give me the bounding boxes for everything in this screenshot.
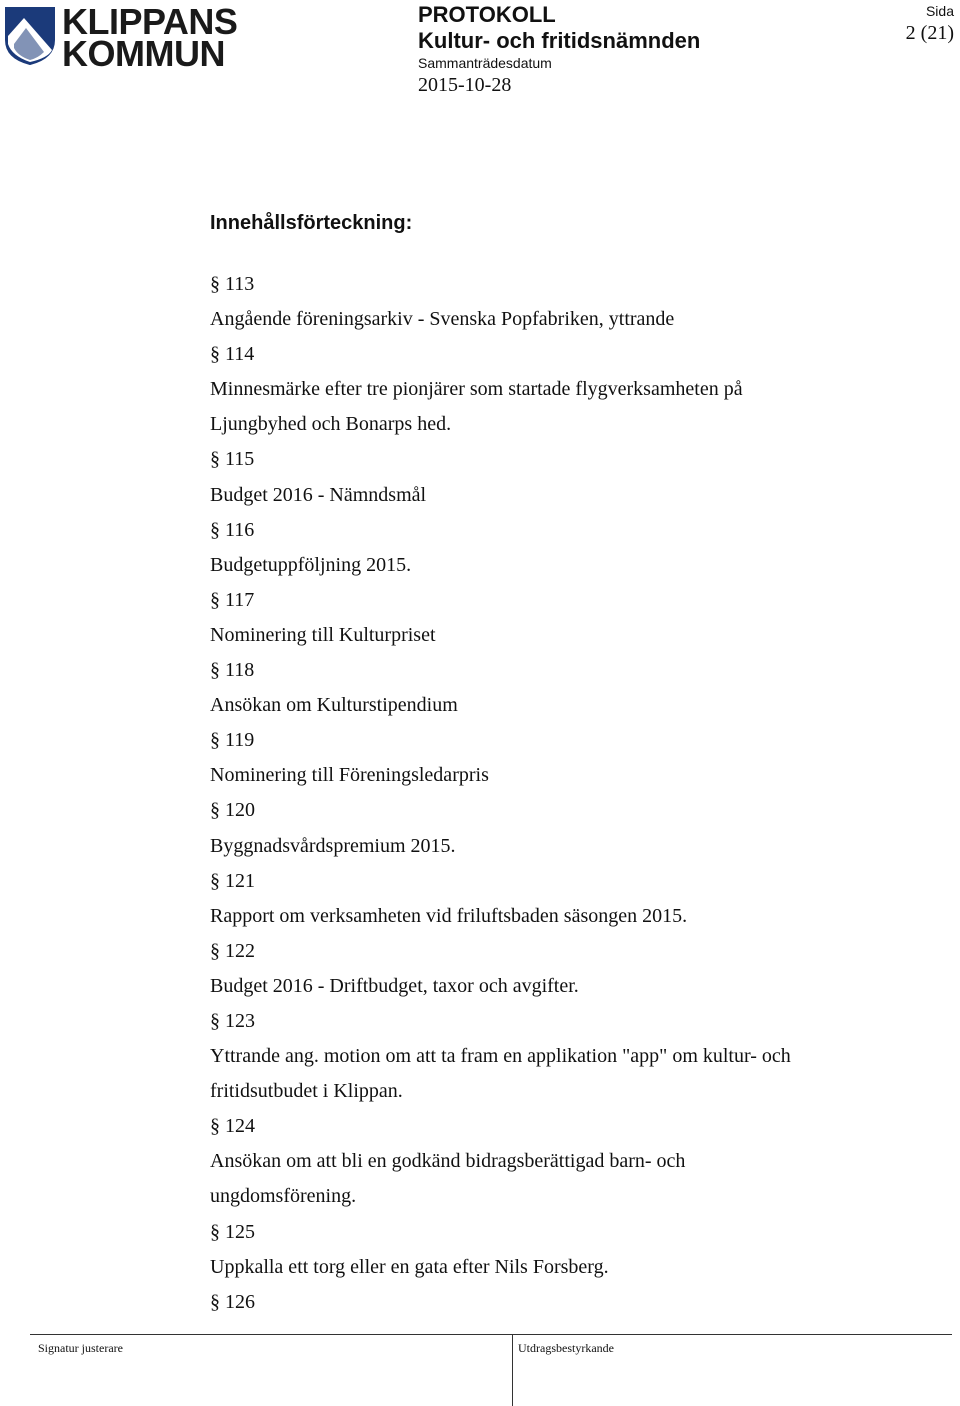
toc-section-number: § 124: [210, 1115, 255, 1138]
toc-section-title: Rapport om verksamheten vid friluftsbaden säsongen 2015.: [210, 904, 688, 927]
toc-section-title: Nominering till Föreningsledarpris: [210, 764, 489, 787]
signature-label: Signatur justerare: [38, 1341, 123, 1355]
toc-section-number: § 116: [210, 518, 255, 541]
toc-section-title: Ansökan om att bli en godkänd bidragsberättigad barn- och: [210, 1150, 686, 1173]
logo-text: [62, 1, 238, 74]
table-of-contents: [210, 267, 910, 1320]
toc-section-title: Byggnadsvårdspremium 2015.: [210, 834, 456, 857]
toc-section-number: § 117: [210, 588, 255, 611]
toc-section-number: § 123: [210, 1009, 255, 1032]
committee-name: Kultur- och fritidsnämnden: [418, 28, 701, 53]
toc-section-title: Budget 2016 - Nämndsmål: [210, 483, 427, 506]
toc-section-title: Angående föreningsarkiv - Svenska Popfabriken, yttrande: [210, 308, 675, 331]
coat-of-arms-icon: [4, 6, 56, 66]
page-number: 2 (21): [905, 22, 954, 44]
document-header: [418, 2, 700, 98]
extract-certification-label: Utdragsbestyrkande: [518, 1341, 614, 1355]
toc-section-number: § 119: [210, 729, 255, 752]
toc-section-title: Uppkalla ett torg eller en gata efter Nils Forsberg.: [210, 1255, 609, 1278]
toc-section-number: § 121: [210, 869, 255, 892]
toc-section-number: § 113: [210, 273, 255, 295]
toc-section-number: § 122: [210, 939, 255, 962]
toc-section-number: § 125: [210, 1220, 255, 1243]
toc-section-title: Nominering till Kulturpriset: [210, 623, 436, 646]
meeting-date-label: Sammanträdesdatum: [418, 55, 552, 71]
meeting-date: 2015-10-28: [418, 74, 512, 96]
logo-line-2: KOMMUN: [62, 33, 225, 74]
toc-section-number: § 115: [210, 448, 255, 471]
municipality-logo: [4, 1, 238, 74]
toc-section-title: fritidsutbudet i Klippan.: [210, 1080, 403, 1103]
toc-section-title: ungdomsförening.: [210, 1185, 357, 1208]
footer-column-divider: [512, 1334, 513, 1406]
toc-section-title: Ljungbyhed och Bonarps hed.: [210, 413, 452, 436]
toc-section-number: § 114: [210, 343, 255, 366]
logo-line-1: KLIPPANS: [62, 1, 238, 42]
toc-section-number: § 118: [210, 659, 255, 682]
toc-section-title: Budgetuppföljning 2015.: [210, 553, 412, 576]
page-number-box: [906, 2, 954, 46]
toc-section-title: Budget 2016 - Driftbudget, taxor och avgifter.: [210, 974, 579, 997]
toc-heading: Innehållsförteckning:: [210, 212, 413, 234]
toc-section-title: Yttrande ang. motion om att ta fram en applikation "app" om kultur- och: [210, 1045, 791, 1068]
toc-section-number: § 120: [210, 799, 255, 822]
toc-section-number: § 126: [210, 1290, 255, 1313]
toc-section-title: Minnesmärke efter tre pionjärer som startade flygverksamheten på: [210, 378, 743, 401]
page-label: Sida: [925, 3, 954, 19]
footer-divider: [30, 1334, 952, 1335]
toc-section-title: Ansökan om Kulturstipendium: [210, 694, 458, 717]
document-type: PROTOKOLL: [418, 2, 556, 27]
